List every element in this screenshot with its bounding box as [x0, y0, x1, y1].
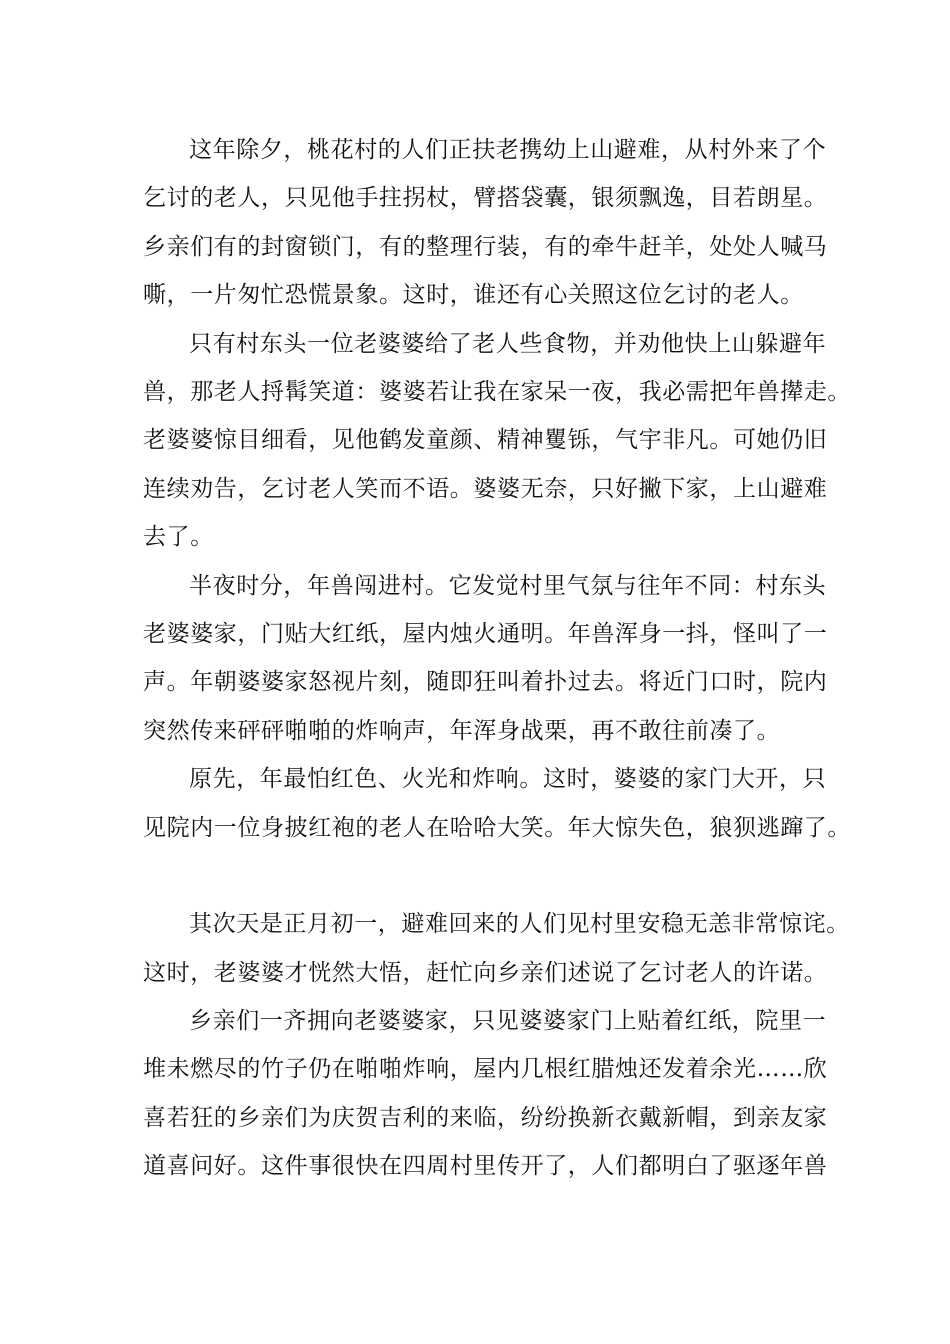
text-line: 突然传来砰砰啪啪的炸响声，年浑身战栗，再不敢往前凑了。 [143, 717, 781, 744]
text-line: 乡亲们一齐拥向老婆婆家，只见婆婆家门上贴着红纸，院里一 [189, 1007, 827, 1034]
paragraph-4 [143, 755, 851, 852]
text-line: 只有村东头一位老婆婆给了老人些食物，并劝他快上山躲避年 [189, 330, 827, 357]
text-line: 兽，那老人捋髯笑道：婆婆若让我在家呆一夜，我必需把年兽撵走。 [143, 379, 851, 406]
text-line: 道喜问好。这件事很快在四周村里传开了，人们都明白了驱逐年兽 [143, 1153, 828, 1180]
paragraph-1 [143, 126, 828, 320]
text-line: 半夜时分，年兽闯进村。它发觉村里气氛与往年不同：村东头 [189, 572, 827, 599]
text-line: 声。年朝婆婆家怒视片刻，随即狂叫着扑过去。将近门口时，院内 [143, 669, 828, 696]
text-line: 其次天是正月初一，避难回来的人们见村里安稳无恙非常惊诧。 [189, 911, 850, 938]
text-line: 老婆婆家，门贴大红纸，屋内烛火通明。年兽浑身一抖，怪叫了一 [143, 621, 828, 648]
text-line: 这时，老婆婆才恍然大悟，赶忙向乡亲们述说了乞讨老人的许诺。 [143, 959, 828, 986]
text-line: 见院内一位身披红袍的老人在哈哈大笑。年大惊失色，狼狈逃蹿了。 [143, 814, 851, 841]
paragraph-2 [143, 320, 851, 562]
paragraph-6 [143, 997, 828, 1191]
text-line: 原先，年最怕红色、火光和炸响。这时，婆婆的家门大开，只 [189, 766, 827, 793]
text-line: 乡亲们有的封窗锁门，有的整理行装，有的牵牛赶羊，处处人喊马 [143, 233, 828, 260]
text-line: 嘶，一片匆忙恐慌景象。这时，谁还有心关照这位乞讨的老人。 [143, 282, 804, 309]
paragraph-5 [143, 900, 850, 997]
text-line: 乞讨的老人，只见他手拄拐杖，臂搭袋囊，银须飘逸，目若朗星。 [143, 185, 828, 212]
body-text [143, 126, 851, 1191]
paragraph-spacer [143, 852, 823, 900]
text-line: 这年除夕，桃花村的人们正扶老携幼上山避难，从村外来了个 [189, 137, 827, 163]
text-line: 连续劝告，乞讨老人笑而不语。婆婆无奈，只好撇下家，上山避难 [143, 475, 828, 502]
text-line: 堆未燃尽的竹子仍在啪啪炸响，屋内几根红腊烛还发着余光……欣 [143, 1056, 828, 1083]
text-line: 去了。 [143, 524, 214, 551]
text-line: 老婆婆惊目细看，见他鹤发童颜、精神矍铄，气宇非凡。可她仍旧 [143, 427, 828, 454]
paragraph-3 [143, 562, 828, 756]
text-line: 喜若狂的乡亲们为庆贺吉利的来临，纷纷换新衣戴新帽，到亲友家 [143, 1104, 828, 1131]
